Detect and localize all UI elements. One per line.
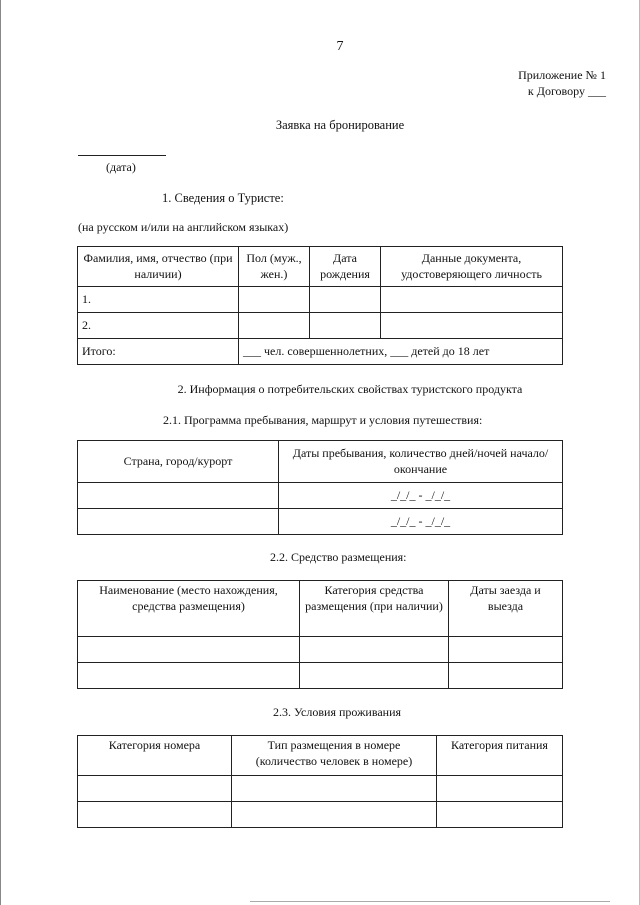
tourist-table — [77, 246, 563, 365]
living-row-1-room-category[interactable] — [78, 776, 232, 802]
document-title: Заявка на бронирование — [275, 118, 405, 132]
tourist-header-birthdate: Дата рождения — [310, 247, 381, 287]
living-row-1-placement[interactable] — [232, 776, 437, 802]
accommodation-header-category: Категория средства размещения (при наличии) — [300, 581, 449, 637]
living-header-placement: Тип размещения в номере (количество человек в номере) — [232, 736, 437, 776]
section2-1-heading: 2.1. Программа пребывания, маршрут и условия путешествия: — [163, 413, 483, 427]
program-row-1-dates[interactable]: _/_/_ - _/_/_ — [279, 483, 563, 509]
program-header-dates: Даты пребывания, количество дней/ночей начало/окончание — [279, 441, 563, 483]
living-row-2-placement[interactable] — [232, 802, 437, 828]
tourist-total-label: Итого: — [78, 339, 239, 365]
table-row — [78, 802, 563, 828]
tourist-row-2-birthdate[interactable] — [310, 313, 381, 339]
accommodation-row-1-dates[interactable] — [449, 637, 563, 663]
tourist-header-gender: Пол (муж., жен.) — [239, 247, 310, 287]
accommodation-row-1-name[interactable] — [78, 637, 300, 663]
table-row — [78, 483, 563, 509]
tourist-header-document: Данные документа, удостоверяющего личность — [381, 247, 563, 287]
section2-3-heading: 2.3. Условия проживания — [273, 705, 402, 719]
table-row — [78, 339, 563, 365]
tourist-row-1-label: 1. — [78, 287, 239, 313]
living-header-meals: Категория питания — [437, 736, 563, 776]
section2-2-heading: 2.2. Средство размещения: — [270, 550, 407, 564]
table-row — [78, 637, 563, 663]
living-header-room-category: Категория номера — [78, 736, 232, 776]
table-row — [78, 287, 563, 313]
tourist-row-1-document[interactable] — [381, 287, 563, 313]
table-row — [78, 663, 563, 689]
accommodation-row-1-category[interactable] — [300, 637, 449, 663]
living-row-1-meals[interactable] — [437, 776, 563, 802]
appendix-line-1: Приложение № 1 — [518, 68, 606, 82]
page-number: 7 — [336, 39, 344, 54]
tourist-row-1-gender[interactable] — [239, 287, 310, 313]
table-row — [78, 313, 563, 339]
accommodation-table — [77, 580, 563, 689]
appendix-line-2: к Договору ___ — [527, 83, 606, 98]
language-note: (на русском и/или на английском языках) — [78, 220, 289, 234]
table-row — [78, 776, 563, 802]
program-table — [77, 440, 563, 535]
living-row-2-meals[interactable] — [437, 802, 563, 828]
accommodation-header-name: Наименование (место нахождения, средства размещения) — [78, 581, 300, 637]
accommodation-header-dates: Даты заезда и выезда — [449, 581, 563, 637]
tourist-row-2-gender[interactable] — [239, 313, 310, 339]
tourist-row-1-birthdate[interactable] — [310, 287, 381, 313]
tourist-total-text: ___ чел. совершеннолетних, ___ детей до 18 лет — [239, 339, 563, 365]
program-row-2-country[interactable] — [78, 509, 279, 535]
program-header-country: Страна, город/курорт — [78, 441, 279, 483]
program-row-2-dates[interactable]: _/_/_ - _/_/_ — [279, 509, 563, 535]
program-row-1-country[interactable] — [78, 483, 279, 509]
table-row — [78, 509, 563, 535]
page-bottom-edge — [250, 901, 610, 902]
tourist-header-name: Фамилия, имя, отчество (при наличии) — [78, 247, 239, 287]
accommodation-row-2-dates[interactable] — [449, 663, 563, 689]
page-left-edge — [0, 0, 1, 905]
accommodation-row-2-category[interactable] — [300, 663, 449, 689]
accommodation-row-2-name[interactable] — [78, 663, 300, 689]
date-caption: (дата) — [106, 160, 136, 174]
tourist-row-2-label: 2. — [78, 313, 239, 339]
tourist-row-2-document[interactable] — [381, 313, 563, 339]
living-conditions-table — [77, 735, 563, 828]
section2-heading: 2. Информация о потребительских свойствах туристского продукта — [177, 382, 523, 396]
date-line — [78, 155, 166, 156]
appendix-label — [440, 68, 606, 99]
section1-heading: 1. Сведения о Туристе: — [162, 191, 284, 205]
living-row-2-room-category[interactable] — [78, 802, 232, 828]
